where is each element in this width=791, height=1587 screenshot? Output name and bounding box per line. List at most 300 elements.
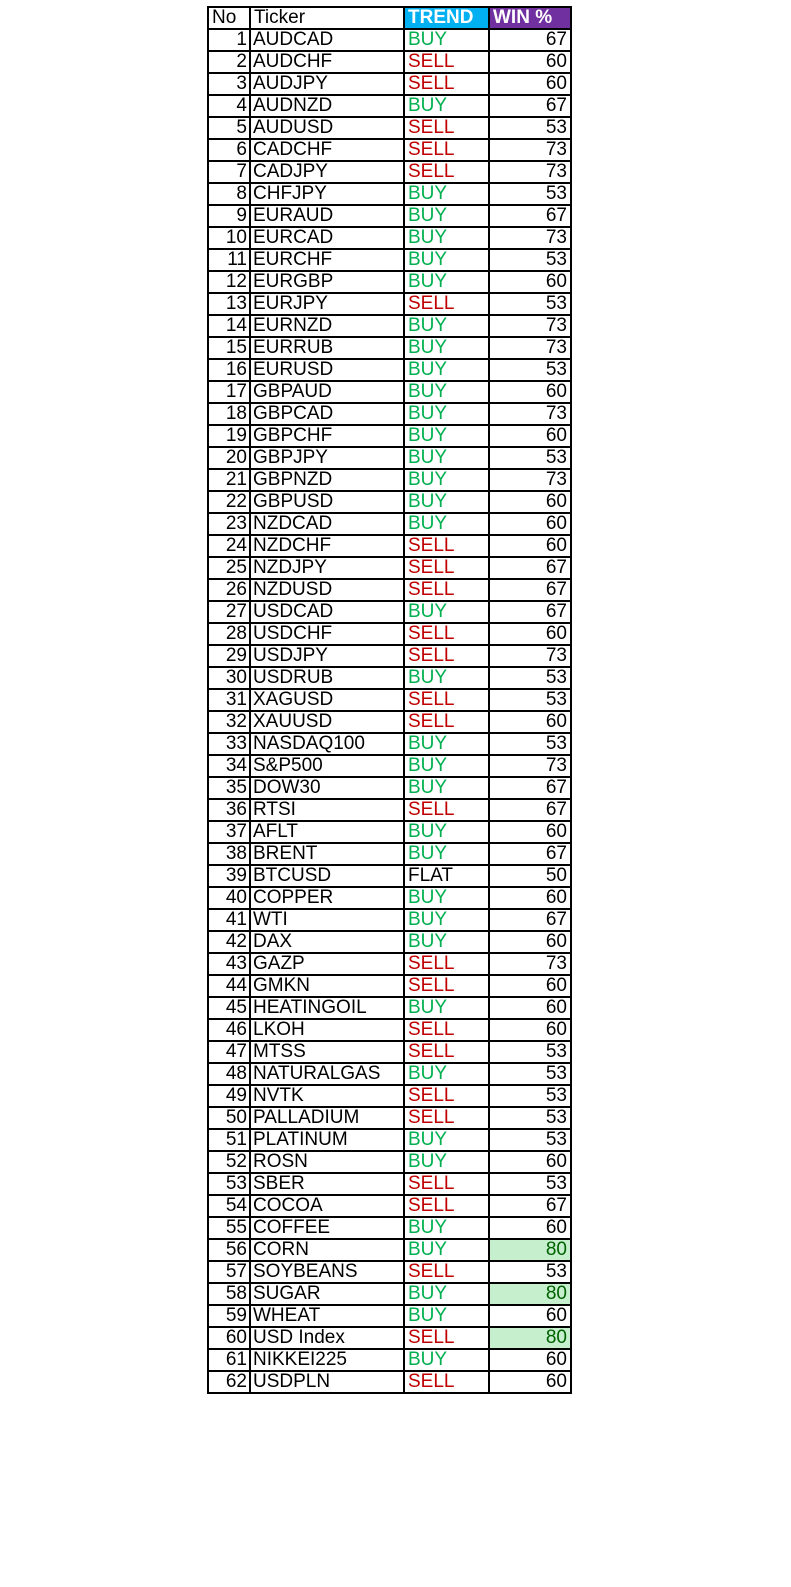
trend-cell[interactable]: BUY xyxy=(404,601,489,623)
table-row xyxy=(208,1151,571,1173)
row-number-cell[interactable]: 60 xyxy=(208,1327,250,1349)
ticker-cell[interactable]: ROSN xyxy=(250,1151,404,1173)
table-row xyxy=(208,447,571,469)
ticker-cell[interactable]: BTCUSD xyxy=(250,865,404,887)
trend-cell[interactable]: SELL xyxy=(404,161,489,183)
row-number-cell[interactable]: 3 xyxy=(208,73,250,95)
trend-cell[interactable]: BUY xyxy=(404,777,489,799)
row-number-cell[interactable]: 57 xyxy=(208,1261,250,1283)
ticker-cell[interactable]: PLATINUM xyxy=(250,1129,404,1151)
win-percent-cell[interactable]: 60 xyxy=(489,997,571,1019)
row-number-cell[interactable]: 33 xyxy=(208,733,250,755)
table-row xyxy=(208,293,571,315)
row-number-cell[interactable]: 49 xyxy=(208,1085,250,1107)
ticker-cell[interactable]: USD Index xyxy=(250,1327,404,1349)
ticker-cell[interactable]: S&P500 xyxy=(250,755,404,777)
trend-cell[interactable]: SELL xyxy=(404,139,489,161)
ticker-cell[interactable]: USDCAD xyxy=(250,601,404,623)
win-percent-cell[interactable]: 60 xyxy=(489,51,571,73)
trend-cell[interactable]: BUY xyxy=(404,733,489,755)
trend-cell[interactable]: BUY xyxy=(404,667,489,689)
ticker-cell[interactable]: EURCHF xyxy=(250,249,404,271)
ticker-cell[interactable]: CADCHF xyxy=(250,139,404,161)
win-percent-cell[interactable]: 53 xyxy=(489,689,571,711)
trend-cell[interactable]: BUY xyxy=(404,337,489,359)
ticker-cell[interactable]: USDPLN xyxy=(250,1371,404,1393)
row-number-cell[interactable]: 40 xyxy=(208,887,250,909)
row-number-cell[interactable]: 56 xyxy=(208,1239,250,1261)
row-number-cell[interactable]: 58 xyxy=(208,1283,250,1305)
win-percent-cell[interactable]: 67 xyxy=(489,799,571,821)
trend-cell[interactable]: SELL xyxy=(404,1019,489,1041)
row-number-cell[interactable]: 52 xyxy=(208,1151,250,1173)
win-percent-cell[interactable]: 73 xyxy=(489,953,571,975)
table-row xyxy=(208,1063,571,1085)
win-percent-cell[interactable]: 67 xyxy=(489,95,571,117)
trend-cell[interactable]: BUY xyxy=(404,821,489,843)
ticker-cell[interactable]: CHFJPY xyxy=(250,183,404,205)
row-number-cell[interactable]: 41 xyxy=(208,909,250,931)
trend-cell[interactable]: BUY xyxy=(404,205,489,227)
ticker-cell[interactable]: NZDCAD xyxy=(250,513,404,535)
table-row xyxy=(208,865,571,887)
win-percent-cell[interactable]: 53 xyxy=(489,183,571,205)
trend-cell[interactable]: SELL xyxy=(404,293,489,315)
trend-cell[interactable]: BUY xyxy=(404,755,489,777)
row-number-cell[interactable]: 9 xyxy=(208,205,250,227)
ticker-cell[interactable]: AUDUSD xyxy=(250,117,404,139)
win-percent-cell[interactable]: 67 xyxy=(489,29,571,51)
table-row xyxy=(208,1019,571,1041)
ticker-cell[interactable]: HEATINGOIL xyxy=(250,997,404,1019)
row-number-cell[interactable]: 25 xyxy=(208,557,250,579)
win-percent-cell[interactable]: 67 xyxy=(489,601,571,623)
trend-cell[interactable]: BUY xyxy=(404,381,489,403)
trend-cell[interactable]: SELL xyxy=(404,535,489,557)
row-number-cell[interactable]: 45 xyxy=(208,997,250,1019)
ticker-cell[interactable]: SOYBEANS xyxy=(250,1261,404,1283)
table-row xyxy=(208,953,571,975)
row-number-cell[interactable]: 54 xyxy=(208,1195,250,1217)
table-row xyxy=(208,1349,571,1371)
ticker-cell[interactable]: EURCAD xyxy=(250,227,404,249)
ticker-cell[interactable]: CADJPY xyxy=(250,161,404,183)
win-percent-cell[interactable]: 60 xyxy=(489,1349,571,1371)
row-number-cell[interactable]: 59 xyxy=(208,1305,250,1327)
table-row xyxy=(208,73,571,95)
win-percent-cell[interactable]: 60 xyxy=(489,425,571,447)
win-percent-cell[interactable]: 60 xyxy=(489,381,571,403)
win-percent-cell[interactable]: 80 xyxy=(489,1283,571,1305)
win-percent-cell[interactable]: 60 xyxy=(489,711,571,733)
table-row xyxy=(208,1239,571,1261)
table-row xyxy=(208,425,571,447)
row-number-cell[interactable]: 53 xyxy=(208,1173,250,1195)
row-number-cell[interactable]: 30 xyxy=(208,667,250,689)
win-percent-cell[interactable]: 73 xyxy=(489,139,571,161)
table-row xyxy=(208,51,571,73)
trend-cell[interactable]: BUY xyxy=(404,997,489,1019)
ticker-cell[interactable]: EURRUB xyxy=(250,337,404,359)
trend-cell[interactable]: BUY xyxy=(404,227,489,249)
win-percent-cell[interactable]: 60 xyxy=(489,513,571,535)
ticker-cell[interactable]: EURNZD xyxy=(250,315,404,337)
header-row xyxy=(208,7,571,29)
ticker-cell[interactable]: NZDJPY xyxy=(250,557,404,579)
row-number-cell[interactable]: 2 xyxy=(208,51,250,73)
trend-cell[interactable]: BUY xyxy=(404,909,489,931)
ticker-cell[interactable]: GBPCHF xyxy=(250,425,404,447)
ticker-cell[interactable]: COCOA xyxy=(250,1195,404,1217)
row-number-cell[interactable]: 47 xyxy=(208,1041,250,1063)
win-percent-cell[interactable]: 73 xyxy=(489,469,571,491)
table-row xyxy=(208,1085,571,1107)
table-row xyxy=(208,29,571,51)
win-percent-cell[interactable]: 53 xyxy=(489,667,571,689)
row-number-cell[interactable]: 10 xyxy=(208,227,250,249)
trend-cell[interactable]: BUY xyxy=(404,1305,489,1327)
ticker-cell[interactable]: BRENT xyxy=(250,843,404,865)
ticker-cell[interactable]: GBPNZD xyxy=(250,469,404,491)
row-number-cell[interactable]: 5 xyxy=(208,117,250,139)
ticker-cell[interactable]: AUDCHF xyxy=(250,51,404,73)
table-row xyxy=(208,733,571,755)
trend-cell[interactable]: BUY xyxy=(404,447,489,469)
ticker-cell[interactable]: SUGAR xyxy=(250,1283,404,1305)
win-percent-cell[interactable]: 73 xyxy=(489,337,571,359)
trend-cell[interactable]: BUY xyxy=(404,1129,489,1151)
row-number-cell[interactable]: 29 xyxy=(208,645,250,667)
table-row xyxy=(208,535,571,557)
win-percent-cell[interactable]: 53 xyxy=(489,1063,571,1085)
row-number-cell[interactable]: 39 xyxy=(208,865,250,887)
table-row xyxy=(208,183,571,205)
row-number-cell[interactable]: 44 xyxy=(208,975,250,997)
table-row xyxy=(208,997,571,1019)
trend-cell[interactable]: BUY xyxy=(404,1239,489,1261)
row-number-cell[interactable]: 27 xyxy=(208,601,250,623)
win-percent-cell[interactable]: 60 xyxy=(489,623,571,645)
ticker-cell[interactable]: USDRUB xyxy=(250,667,404,689)
trend-cell[interactable]: BUY xyxy=(404,491,489,513)
trend-cell[interactable]: BUY xyxy=(404,1151,489,1173)
row-number-cell[interactable]: 43 xyxy=(208,953,250,975)
row-number-cell[interactable]: 18 xyxy=(208,403,250,425)
ticker-cell[interactable]: AUDJPY xyxy=(250,73,404,95)
ticker-cell[interactable]: AUDCAD xyxy=(250,29,404,51)
ticker-cell[interactable]: XAGUSD xyxy=(250,689,404,711)
ticker-cell[interactable]: EURGBP xyxy=(250,271,404,293)
trend-cell[interactable]: SELL xyxy=(404,689,489,711)
table-row xyxy=(208,1195,571,1217)
ticker-cell[interactable]: COFFEE xyxy=(250,1217,404,1239)
trend-cell[interactable]: BUY xyxy=(404,183,489,205)
ticker-cell[interactable]: USDJPY xyxy=(250,645,404,667)
table-row xyxy=(208,711,571,733)
win-percent-cell[interactable]: 73 xyxy=(489,645,571,667)
row-number-cell[interactable]: 61 xyxy=(208,1349,250,1371)
trend-cell[interactable]: BUY xyxy=(404,95,489,117)
row-number-cell[interactable]: 15 xyxy=(208,337,250,359)
ticker-cell[interactable]: GBPCAD xyxy=(250,403,404,425)
trend-cell[interactable]: SELL xyxy=(404,557,489,579)
trend-cell[interactable]: SELL xyxy=(404,645,489,667)
ticker-cell[interactable]: EURUSD xyxy=(250,359,404,381)
win-percent-cell[interactable]: 53 xyxy=(489,249,571,271)
win-percent-cell[interactable]: 60 xyxy=(489,1217,571,1239)
win-percent-cell[interactable]: 53 xyxy=(489,359,571,381)
trend-cell[interactable]: BUY xyxy=(404,29,489,51)
row-number-cell[interactable]: 62 xyxy=(208,1371,250,1393)
trend-cell[interactable]: SELL xyxy=(404,73,489,95)
win-percent-cell[interactable]: 60 xyxy=(489,1019,571,1041)
row-number-cell[interactable]: 51 xyxy=(208,1129,250,1151)
trend-cell[interactable]: SELL xyxy=(404,711,489,733)
table-row xyxy=(208,667,571,689)
row-number-cell[interactable]: 50 xyxy=(208,1107,250,1129)
table-row xyxy=(208,645,571,667)
ticker-cell[interactable]: USDCHF xyxy=(250,623,404,645)
ticker-cell[interactable]: NZDCHF xyxy=(250,535,404,557)
trend-cell[interactable]: FLAT xyxy=(404,865,489,887)
ticker-cell[interactable]: EURAUD xyxy=(250,205,404,227)
win-percent-cell[interactable]: 60 xyxy=(489,931,571,953)
win-percent-cell[interactable]: 53 xyxy=(489,447,571,469)
ticker-cell[interactable]: MTSS xyxy=(250,1041,404,1063)
win-percent-cell[interactable]: 67 xyxy=(489,909,571,931)
trend-cell[interactable]: SELL xyxy=(404,623,489,645)
win-percent-cell[interactable]: 73 xyxy=(489,227,571,249)
trend-cell[interactable]: BUY xyxy=(404,931,489,953)
table-row xyxy=(208,1107,571,1129)
row-number-cell[interactable]: 12 xyxy=(208,271,250,293)
win-percent-cell[interactable]: 60 xyxy=(489,271,571,293)
ticker-cell[interactable]: AUDNZD xyxy=(250,95,404,117)
trend-cell[interactable]: SELL xyxy=(404,975,489,997)
win-percent-cell[interactable]: 60 xyxy=(489,1371,571,1393)
ticker-cell[interactable]: AFLT xyxy=(250,821,404,843)
trend-cell[interactable]: BUY xyxy=(404,1349,489,1371)
ticker-cell[interactable]: RTSI xyxy=(250,799,404,821)
table-row xyxy=(208,799,571,821)
row-number-cell[interactable]: 55 xyxy=(208,1217,250,1239)
row-number-cell[interactable]: 7 xyxy=(208,161,250,183)
row-number-cell[interactable]: 31 xyxy=(208,689,250,711)
table-row xyxy=(208,557,571,579)
header-win-percent[interactable]: WIN % xyxy=(489,7,571,29)
win-percent-cell[interactable]: 50 xyxy=(489,865,571,887)
win-percent-cell[interactable]: 73 xyxy=(489,755,571,777)
trend-cell[interactable]: BUY xyxy=(404,425,489,447)
win-percent-cell[interactable]: 53 xyxy=(489,1173,571,1195)
row-number-cell[interactable]: 4 xyxy=(208,95,250,117)
trend-cell[interactable]: BUY xyxy=(404,271,489,293)
trend-cell[interactable]: SELL xyxy=(404,1371,489,1393)
trend-cell[interactable]: BUY xyxy=(404,843,489,865)
trend-cell[interactable]: SELL xyxy=(404,1041,489,1063)
trend-cell[interactable]: BUY xyxy=(404,469,489,491)
table-row xyxy=(208,139,571,161)
ticker-cell[interactable]: NVTK xyxy=(250,1085,404,1107)
row-number-cell[interactable]: 35 xyxy=(208,777,250,799)
ticker-cell[interactable]: CORN xyxy=(250,1239,404,1261)
win-percent-cell[interactable]: 80 xyxy=(489,1239,571,1261)
table-row xyxy=(208,843,571,865)
table-row xyxy=(208,601,571,623)
row-number-cell[interactable]: 23 xyxy=(208,513,250,535)
table-row xyxy=(208,1305,571,1327)
win-percent-cell[interactable]: 73 xyxy=(489,403,571,425)
row-number-cell[interactable]: 26 xyxy=(208,579,250,601)
table-row xyxy=(208,95,571,117)
table-row xyxy=(208,689,571,711)
table-row xyxy=(208,623,571,645)
row-number-cell[interactable]: 11 xyxy=(208,249,250,271)
header-ticker[interactable]: Ticker xyxy=(250,7,404,29)
ticker-cell[interactable]: SBER xyxy=(250,1173,404,1195)
row-number-cell[interactable]: 6 xyxy=(208,139,250,161)
win-percent-cell[interactable]: 73 xyxy=(489,161,571,183)
win-percent-cell[interactable]: 60 xyxy=(489,975,571,997)
ticker-cell[interactable]: NATURALGAS xyxy=(250,1063,404,1085)
table-row xyxy=(208,491,571,513)
ticker-cell[interactable]: DAX xyxy=(250,931,404,953)
row-number-cell[interactable]: 36 xyxy=(208,799,250,821)
trend-cell[interactable]: BUY xyxy=(404,403,489,425)
row-number-cell[interactable]: 1 xyxy=(208,29,250,51)
trend-cell[interactable]: SELL xyxy=(404,1195,489,1217)
table-row xyxy=(208,1261,571,1283)
win-percent-cell[interactable]: 60 xyxy=(489,535,571,557)
trend-cell[interactable]: SELL xyxy=(404,579,489,601)
trend-cell[interactable]: SELL xyxy=(404,799,489,821)
trend-cell[interactable]: SELL xyxy=(404,117,489,139)
trend-cell[interactable]: SELL xyxy=(404,1173,489,1195)
win-percent-cell[interactable]: 53 xyxy=(489,733,571,755)
trend-cell[interactable]: BUY xyxy=(404,887,489,909)
row-number-cell[interactable]: 28 xyxy=(208,623,250,645)
trend-cell[interactable]: SELL xyxy=(404,1107,489,1129)
ticker-cell[interactable]: GBPAUD xyxy=(250,381,404,403)
row-number-cell[interactable]: 24 xyxy=(208,535,250,557)
row-number-cell[interactable]: 32 xyxy=(208,711,250,733)
win-percent-cell[interactable]: 60 xyxy=(489,491,571,513)
table-row xyxy=(208,469,571,491)
trend-cell[interactable]: SELL xyxy=(404,51,489,73)
header-no[interactable]: No xyxy=(208,7,250,29)
win-percent-cell[interactable]: 53 xyxy=(489,117,571,139)
ticker-cell[interactable]: GMKN xyxy=(250,975,404,997)
table-row xyxy=(208,205,571,227)
table-row xyxy=(208,1173,571,1195)
win-percent-cell[interactable]: 67 xyxy=(489,843,571,865)
trend-cell[interactable]: BUY xyxy=(404,359,489,381)
win-percent-cell[interactable]: 53 xyxy=(489,1085,571,1107)
ticker-cell[interactable]: NZDUSD xyxy=(250,579,404,601)
win-percent-cell[interactable]: 67 xyxy=(489,777,571,799)
ticker-cell[interactable]: DOW30 xyxy=(250,777,404,799)
trend-cell[interactable]: SELL xyxy=(404,1085,489,1107)
trend-cell[interactable]: SELL xyxy=(404,953,489,975)
table-row xyxy=(208,249,571,271)
ticker-cell[interactable]: WTI xyxy=(250,909,404,931)
win-percent-cell[interactable]: 53 xyxy=(489,1261,571,1283)
trend-cell[interactable]: BUY xyxy=(404,1217,489,1239)
win-percent-cell[interactable]: 60 xyxy=(489,1151,571,1173)
trend-cell[interactable]: BUY xyxy=(404,1283,489,1305)
win-percent-cell[interactable]: 67 xyxy=(489,1195,571,1217)
row-number-cell[interactable]: 14 xyxy=(208,315,250,337)
trend-cell[interactable]: BUY xyxy=(404,1063,489,1085)
win-percent-cell[interactable]: 67 xyxy=(489,557,571,579)
table-row xyxy=(208,1371,571,1393)
table-row xyxy=(208,381,571,403)
trend-cell[interactable]: SELL xyxy=(404,1327,489,1349)
win-percent-cell[interactable]: 67 xyxy=(489,579,571,601)
row-number-cell[interactable]: 21 xyxy=(208,469,250,491)
row-number-cell[interactable]: 46 xyxy=(208,1019,250,1041)
trend-cell[interactable]: BUY xyxy=(404,315,489,337)
win-percent-cell[interactable]: 60 xyxy=(489,1305,571,1327)
table-row xyxy=(208,315,571,337)
table-row xyxy=(208,1327,571,1349)
ticker-cell[interactable]: NIKKEI225 xyxy=(250,1349,404,1371)
row-number-cell[interactable]: 8 xyxy=(208,183,250,205)
win-percent-cell[interactable]: 80 xyxy=(489,1327,571,1349)
table-row xyxy=(208,579,571,601)
table-row xyxy=(208,227,571,249)
win-percent-cell[interactable]: 60 xyxy=(489,821,571,843)
win-percent-cell[interactable]: 53 xyxy=(489,1041,571,1063)
win-percent-cell[interactable]: 53 xyxy=(489,293,571,315)
win-percent-cell[interactable]: 73 xyxy=(489,315,571,337)
ticker-cell[interactable]: LKOH xyxy=(250,1019,404,1041)
trend-cell[interactable]: BUY xyxy=(404,249,489,271)
win-percent-cell[interactable]: 53 xyxy=(489,1129,571,1151)
ticker-cell[interactable]: GAZP xyxy=(250,953,404,975)
trend-cell[interactable]: BUY xyxy=(404,513,489,535)
ticker-cell[interactable]: XAUUSD xyxy=(250,711,404,733)
win-percent-cell[interactable]: 67 xyxy=(489,205,571,227)
win-percent-cell[interactable]: 60 xyxy=(489,73,571,95)
row-number-cell[interactable]: 16 xyxy=(208,359,250,381)
row-number-cell[interactable]: 42 xyxy=(208,931,250,953)
win-percent-cell[interactable]: 53 xyxy=(489,1107,571,1129)
row-number-cell[interactable]: 20 xyxy=(208,447,250,469)
ticker-cell[interactable]: WHEAT xyxy=(250,1305,404,1327)
row-number-cell[interactable]: 48 xyxy=(208,1063,250,1085)
win-percent-cell[interactable]: 60 xyxy=(489,887,571,909)
ticker-cell[interactable]: PALLADIUM xyxy=(250,1107,404,1129)
row-number-cell[interactable]: 37 xyxy=(208,821,250,843)
row-number-cell[interactable]: 17 xyxy=(208,381,250,403)
row-number-cell[interactable]: 13 xyxy=(208,293,250,315)
ticker-cell[interactable]: GBPJPY xyxy=(250,447,404,469)
ticker-cell[interactable]: GBPUSD xyxy=(250,491,404,513)
row-number-cell[interactable]: 34 xyxy=(208,755,250,777)
ticker-cell[interactable]: EURJPY xyxy=(250,293,404,315)
table-row xyxy=(208,887,571,909)
row-number-cell[interactable]: 38 xyxy=(208,843,250,865)
table-row xyxy=(208,1283,571,1305)
row-number-cell[interactable]: 22 xyxy=(208,491,250,513)
table-row xyxy=(208,975,571,997)
ticker-cell[interactable]: COPPER xyxy=(250,887,404,909)
ticker-cell[interactable]: NASDAQ100 xyxy=(250,733,404,755)
row-number-cell[interactable]: 19 xyxy=(208,425,250,447)
header-trend[interactable]: TREND xyxy=(404,7,489,29)
trend-cell[interactable]: SELL xyxy=(404,1261,489,1283)
